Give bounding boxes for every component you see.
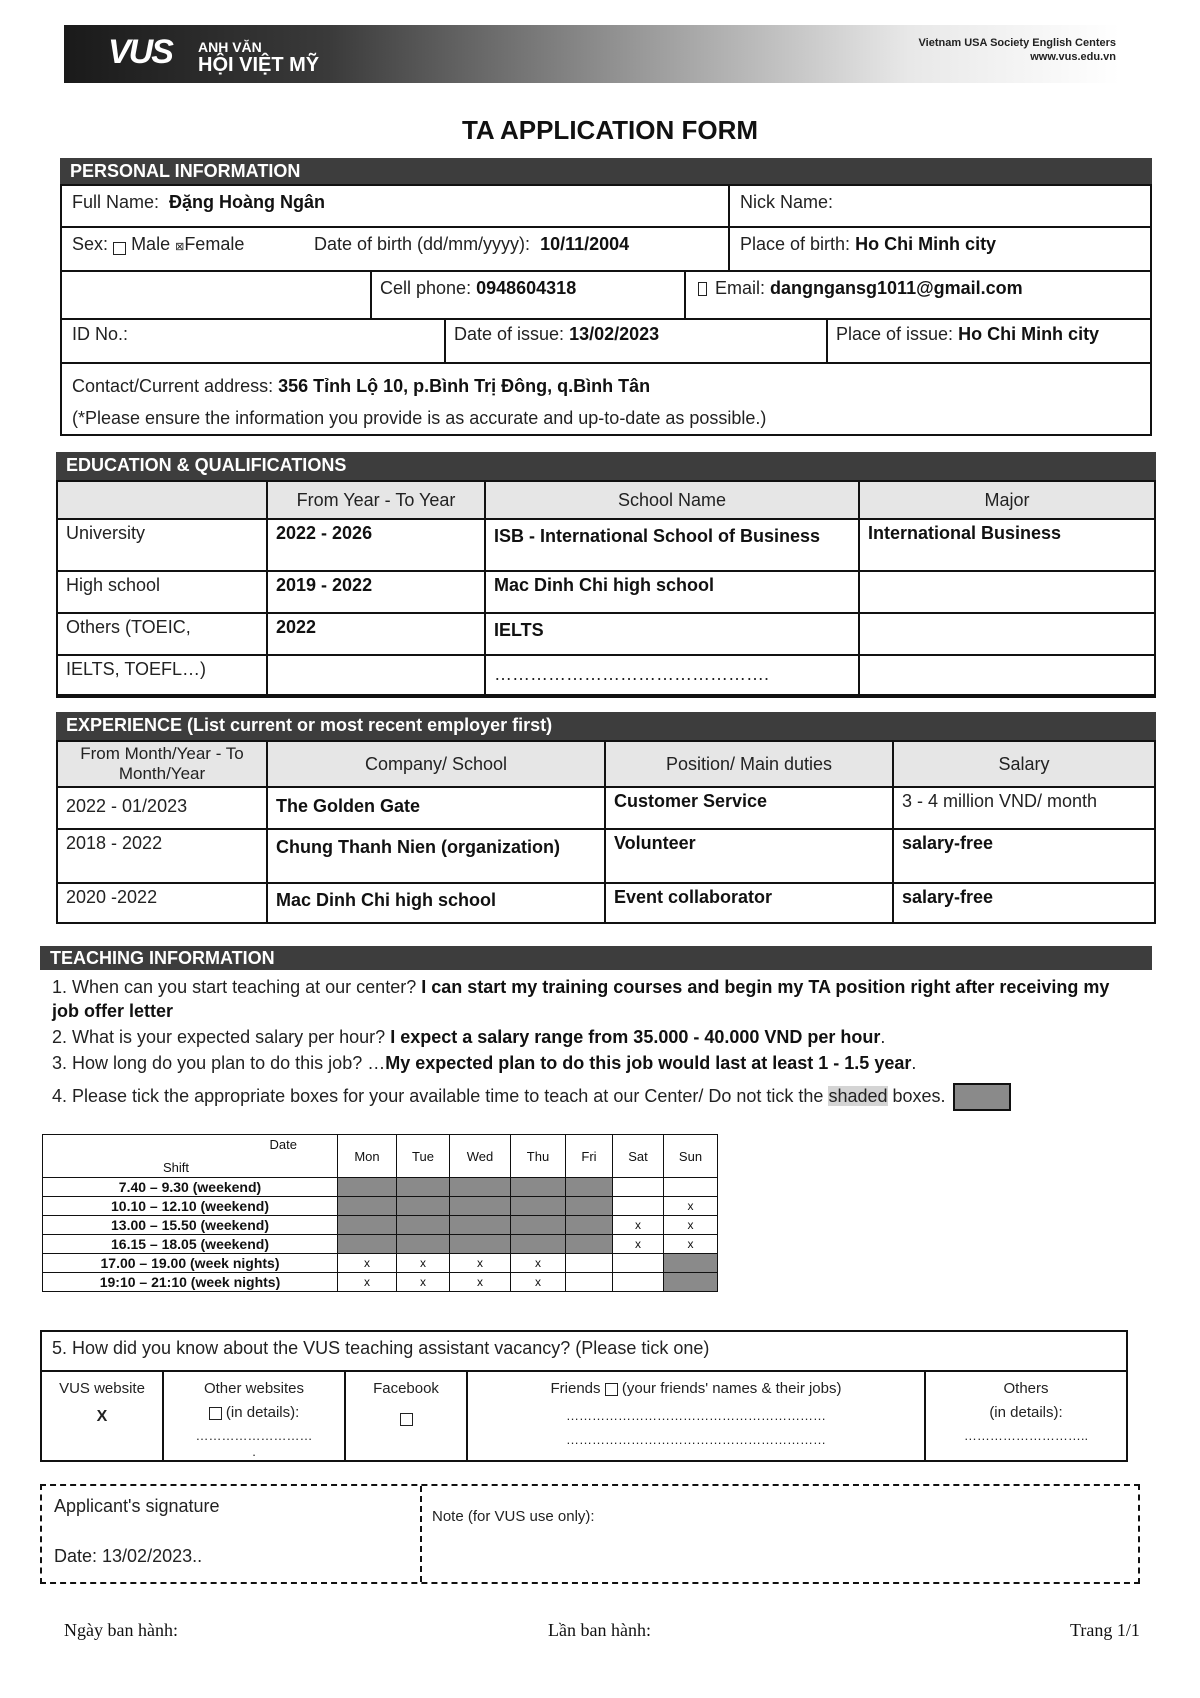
date-shift-header	[43, 1135, 338, 1178]
answer-1: I can start my training courses and begin my TA position right after receiving my job offer letter	[52, 977, 1110, 1021]
shaded-sample-box	[953, 1083, 1011, 1111]
exp-company: Chung Thanh Nien (organization)	[267, 829, 605, 883]
edu-major	[859, 613, 1155, 655]
exp-position: Event collaborator	[605, 883, 893, 923]
full-name-value: Đặng Hoàng Ngân	[169, 192, 326, 212]
shaded-cell	[338, 1235, 397, 1254]
org-name: Vietnam USA Society English Centers	[918, 37, 1116, 49]
availability-cell[interactable]	[566, 1254, 613, 1273]
friends-label: Friends	[550, 1380, 601, 1397]
edu-years: 2019 - 2022	[267, 571, 485, 613]
friends-checkbox[interactable]	[605, 1383, 618, 1396]
schedule-row	[43, 1254, 718, 1273]
place-of-issue-label: Place of issue:	[836, 324, 954, 344]
dob-field	[314, 234, 629, 255]
exp-position: Volunteer	[605, 829, 893, 883]
divider	[56, 696, 1156, 698]
exp-company: Mac Dinh Chi high school	[267, 883, 605, 923]
shaded-cell	[397, 1216, 450, 1235]
shaded-cell	[450, 1178, 511, 1197]
availability-cell[interactable]: x	[397, 1273, 450, 1292]
table-row	[57, 571, 1155, 613]
other-websites-label: Other websites	[203, 1380, 305, 1397]
availability-cell[interactable]: x	[338, 1254, 397, 1273]
availability-cell[interactable]: x	[511, 1254, 566, 1273]
edu-header-major: Major	[859, 481, 1155, 519]
education-table	[56, 480, 1156, 696]
question-2: 2. What is your expected salary per hour? I expect a salary range from 35.000 - 40.000 VND per hour.	[52, 1027, 886, 1047]
table-row	[57, 655, 1155, 695]
edu-years: 2022	[267, 613, 485, 655]
exp-header-position: Position/ Main duties	[605, 741, 893, 787]
shaded-cell	[511, 1235, 566, 1254]
header-banner	[64, 25, 1120, 83]
exp-header-company: Company/ School	[267, 741, 605, 787]
shift-label: 13.00 – 15.50 (weekend)	[43, 1216, 338, 1235]
shaded-cell	[566, 1216, 613, 1235]
edu-header-level	[57, 481, 267, 519]
friends-dots-line2: ……………………………………………………	[566, 1432, 826, 1447]
shaded-cell	[566, 1178, 613, 1197]
place-of-issue-value: Ho Chi Minh city	[958, 324, 1100, 344]
experience-table	[56, 740, 1156, 924]
table-row	[57, 613, 1155, 655]
exp-header-salary: Salary	[893, 741, 1155, 787]
answer-3: My expected plan to do this job would last at least 1 - 1.5 year	[385, 1053, 912, 1073]
date-of-issue-label: Date of issue:	[454, 324, 565, 344]
pob-label: Place of birth:	[740, 234, 851, 254]
cell-phone-label: Cell phone:	[380, 278, 472, 298]
footer-issue-date: Ngày ban hành:	[64, 1620, 178, 1640]
availability-cell[interactable]: x	[664, 1216, 718, 1235]
availability-cell[interactable]	[613, 1197, 664, 1216]
day-header: Wed	[450, 1135, 511, 1178]
exp-salary: 3 - 4 million VND/ month	[893, 787, 1155, 829]
day-header: Sun	[664, 1135, 718, 1178]
pob-field	[740, 234, 996, 255]
place-of-issue-field	[836, 324, 1099, 345]
question-4-text: 4. Please tick the appropriate boxes for your available time to teach at our Center/ Do not tick the	[52, 1085, 824, 1106]
shift-label: 7.40 – 9.30 (weekend)	[43, 1178, 338, 1197]
email-label: Email:	[715, 278, 766, 298]
availability-cell[interactable]: x	[450, 1273, 511, 1292]
applicant-signature-label: Applicant's signature	[54, 1496, 220, 1516]
availability-cell[interactable]: x	[664, 1197, 718, 1216]
section-personal-information: PERSONAL INFORMATION	[60, 158, 1152, 186]
others-in-details: (in details):	[989, 1404, 1063, 1421]
day-header: Sat	[613, 1135, 664, 1178]
date-label: Date	[269, 1137, 297, 1152]
sex-label: Sex:	[72, 234, 109, 254]
other-websites-dots: ………………………	[195, 1428, 313, 1443]
day-header: Mon	[338, 1135, 397, 1178]
edu-level: IELTS, TOEFL…)	[57, 655, 267, 695]
day-header: Tue	[397, 1135, 450, 1178]
logo-text-line2: HỘI VIỆT MỸ	[198, 54, 320, 76]
shaded-cell	[397, 1235, 450, 1254]
others-label: Others	[1003, 1380, 1049, 1397]
footer-page: Trang 1/1	[1070, 1620, 1140, 1640]
question-3: 3. How long do you plan to do this job? …My expected plan to do this job would last at least 1 - 1.5 year.	[52, 1053, 917, 1073]
footer-issue-number: Lần ban hành:	[548, 1620, 651, 1640]
schedule-row	[43, 1197, 718, 1216]
cell-phone-value: 0948604318	[476, 278, 577, 298]
shaded-cell	[397, 1178, 450, 1197]
exp-position: Customer Service	[605, 787, 893, 829]
edu-school: ISB - International School of Business	[485, 519, 859, 571]
other-websites-in-details: (in details):	[225, 1404, 300, 1421]
shift-label: 10.10 – 12.10 (weekend)	[43, 1197, 338, 1216]
accuracy-note: (*Please ensure the information you provide is as accurate and up-to-date as possible.)	[72, 408, 767, 428]
shaded-cell	[664, 1273, 718, 1292]
edu-school: Mac Dinh Chi high school	[485, 571, 859, 613]
logo-text-line1: ANH VĂN	[198, 39, 262, 55]
shaded-cell	[664, 1254, 718, 1273]
edu-header-school: School Name	[485, 481, 859, 519]
facebook-checkbox-wrap	[346, 1408, 466, 1429]
org-url: www.vus.edu.vn	[1030, 51, 1116, 63]
edu-level: University	[57, 519, 267, 571]
address-field	[72, 376, 650, 397]
vus-website-label: VUS website	[59, 1380, 145, 1397]
edu-years	[267, 655, 485, 695]
day-header: Thu	[511, 1135, 566, 1178]
email-value: dangngansg1011@gmail.com	[770, 278, 1023, 298]
vus-logo: VUS	[108, 33, 172, 71]
availability-cell[interactable]: x	[338, 1273, 397, 1292]
section-teaching-information: TEACHING INFORMATION	[40, 946, 1152, 970]
vacancy-source-box	[40, 1330, 1128, 1462]
shift-label: 17.00 – 19.00 (week nights)	[43, 1254, 338, 1273]
availability-cell[interactable]	[613, 1273, 664, 1292]
shaded-cell	[338, 1178, 397, 1197]
question-4-end: boxes.	[892, 1085, 946, 1106]
question-4-shaded-word: shaded	[828, 1085, 888, 1106]
address-value: 356 Tỉnh Lộ 10, p.Bình Trị Đông, q.Bình Tân	[278, 376, 651, 396]
shaded-cell	[511, 1197, 566, 1216]
shaded-cell	[566, 1197, 613, 1216]
shaded-cell	[566, 1235, 613, 1254]
others-dots: ………………………..	[963, 1428, 1089, 1443]
email-field	[698, 278, 1023, 299]
edu-level: Others (TOEIC,	[57, 613, 267, 655]
shaded-cell	[450, 1197, 511, 1216]
edu-level: High school	[57, 571, 267, 613]
cell-phone-field	[380, 278, 576, 299]
friends-field	[468, 1380, 924, 1397]
question-2-text: 2. What is your expected salary per hour?	[52, 1027, 386, 1047]
table-row	[57, 883, 1155, 923]
full-name-label: Full Name:	[72, 192, 160, 212]
male-label: Male	[131, 234, 171, 254]
date-of-issue-value: 13/02/2023	[569, 324, 660, 344]
availability-cell[interactable]	[664, 1178, 718, 1197]
female-checkbox-checked-icon[interactable]: ⊠	[175, 241, 185, 253]
other-websites-dot: .	[252, 1444, 256, 1459]
shaded-cell	[338, 1197, 397, 1216]
address-label: Contact/Current address:	[72, 376, 274, 396]
exp-period: 2018 - 2022	[57, 829, 267, 883]
question-1-text: 1. When can you start teaching at our center?	[52, 977, 417, 997]
exp-header-period: From Month/Year - To Month/Year	[57, 741, 267, 787]
edu-years: 2022 - 2026	[267, 519, 485, 571]
availability-cell[interactable]: x	[664, 1235, 718, 1254]
availability-cell[interactable]: x	[450, 1254, 511, 1273]
pob-value: Ho Chi Minh city	[855, 234, 997, 254]
table-row	[57, 519, 1155, 571]
availability-cell[interactable]: x	[613, 1235, 664, 1254]
signature-date: Date: 13/02/2023..	[54, 1546, 203, 1566]
schedule-row	[43, 1216, 718, 1235]
answer-2: I expect a salary range from 35.000 - 40.000 VND per hour	[390, 1027, 881, 1047]
sex-field	[72, 234, 244, 255]
shaded-cell	[511, 1216, 566, 1235]
shaded-cell	[397, 1197, 450, 1216]
shaded-cell	[450, 1235, 511, 1254]
nick-name-label: Nick Name:	[740, 192, 834, 212]
availability-cell[interactable]: x	[511, 1273, 566, 1292]
availability-cell[interactable]	[613, 1178, 664, 1197]
edu-school: ……………………………………….	[485, 655, 859, 695]
schedule-row	[43, 1273, 718, 1292]
vus-note-label: Note (for VUS use only):	[432, 1508, 595, 1525]
shift-label: Shift	[163, 1160, 190, 1175]
availability-schedule-table	[42, 1134, 718, 1292]
vus-website-mark: X	[96, 1408, 108, 1425]
edu-school: IELTS	[485, 613, 859, 655]
edu-major: International Business	[859, 519, 1155, 571]
form-title: TA APPLICATION FORM	[461, 115, 759, 145]
friends-hint: (your friends' names & their jobs)	[621, 1380, 842, 1397]
exp-period: 2022 - 01/2023	[57, 787, 267, 829]
availability-cell[interactable]: x	[613, 1216, 664, 1235]
question-4	[52, 1083, 1011, 1111]
dob-value: 10/11/2004	[540, 234, 630, 254]
availability-cell[interactable]: x	[397, 1254, 450, 1273]
exp-company: The Golden Gate	[267, 787, 605, 829]
shift-label: 16.15 – 18.05 (weekend)	[43, 1235, 338, 1254]
other-websites-details	[164, 1404, 344, 1421]
facebook-checkbox[interactable]	[400, 1413, 413, 1426]
question-1	[52, 975, 1132, 1023]
schedule-row	[43, 1178, 718, 1197]
shift-label: 19:10 – 21:10 (week nights)	[43, 1273, 338, 1292]
shaded-cell	[338, 1216, 397, 1235]
question-3-text: 3. How long do you plan to do this job? …	[52, 1053, 386, 1073]
exp-salary: salary-free	[893, 829, 1155, 883]
date-of-issue-field	[454, 324, 659, 345]
edu-major	[859, 655, 1155, 695]
edu-major	[859, 571, 1155, 613]
shaded-cell	[450, 1216, 511, 1235]
schedule-row	[43, 1235, 718, 1254]
email-checkbox[interactable]	[698, 282, 707, 296]
question-5-text: 5. How did you know about the VUS teaching assistant vacancy? (Please tick one)	[52, 1338, 710, 1358]
section-education: EDUCATION & QUALIFICATIONS	[56, 452, 1156, 480]
personal-info-box	[60, 184, 1152, 436]
full-name-field	[72, 192, 325, 213]
female-label: Female	[184, 234, 245, 254]
section-experience: EXPERIENCE (List current or most recent employer first)	[56, 712, 1156, 740]
exp-period: 2020 -2022	[57, 883, 267, 923]
table-row	[57, 787, 1155, 829]
dob-label: Date of birth (dd/mm/yyyy):	[314, 234, 531, 254]
day-header: Fri	[566, 1135, 613, 1178]
other-websites-checkbox[interactable]	[209, 1407, 222, 1420]
friends-dots-line1: ……………………………………………………	[566, 1408, 826, 1423]
exp-salary: salary-free	[893, 883, 1155, 923]
availability-cell[interactable]	[566, 1273, 613, 1292]
shaded-cell	[511, 1178, 566, 1197]
edu-header-years: From Year - To Year	[267, 481, 485, 519]
id-no-label: ID No.:	[72, 324, 129, 344]
table-row	[57, 829, 1155, 883]
availability-cell[interactable]	[613, 1254, 664, 1273]
male-checkbox[interactable]	[113, 242, 126, 255]
facebook-label: Facebook	[373, 1380, 439, 1397]
signature-box	[40, 1484, 1140, 1584]
